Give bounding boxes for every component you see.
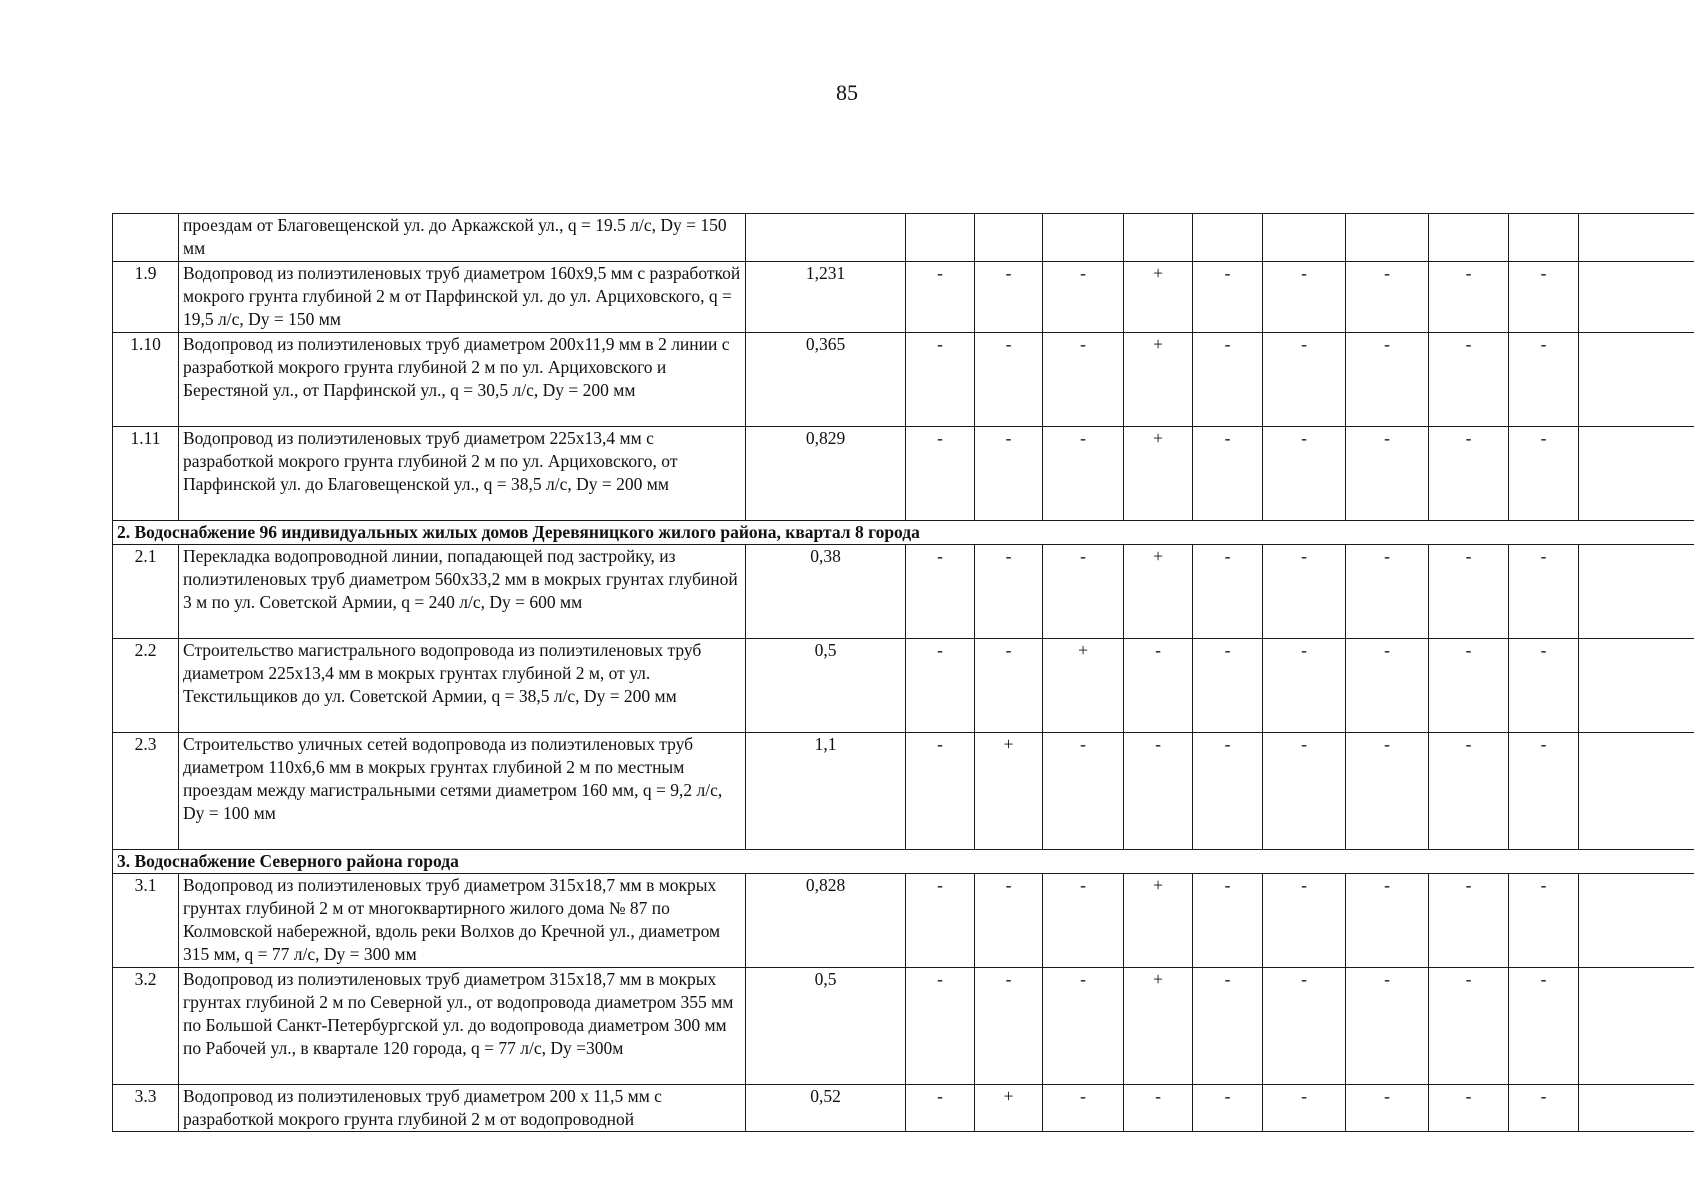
year-mark-3: + xyxy=(1043,639,1124,733)
year-mark-6: - xyxy=(1263,427,1346,521)
year-mark-5: - xyxy=(1193,874,1263,968)
year-mark-10 xyxy=(1579,427,1694,521)
item-length: 0,38 xyxy=(746,545,906,639)
year-mark-8: - xyxy=(1429,427,1509,521)
year-mark-5: - xyxy=(1193,427,1263,521)
year-mark-3: - xyxy=(1043,733,1124,850)
item-number xyxy=(113,214,179,262)
item-description: Перекладка водопроводной линии, попадающей под застройку, из полиэтиленовых труб диаметром 560х33,2 мм в мокрых грунтах глубиной 3 м по ул. Советской Армии, q = 240 л/с, Dy = 600 мм xyxy=(179,545,746,639)
year-mark-7: - xyxy=(1346,427,1429,521)
year-mark-8: - xyxy=(1429,262,1509,333)
item-length: 0,365 xyxy=(746,333,906,427)
year-mark-10 xyxy=(1579,333,1694,427)
year-mark-7: - xyxy=(1346,874,1429,968)
year-mark-6: - xyxy=(1263,639,1346,733)
item-number: 2.1 xyxy=(113,545,179,639)
item-number: 2.2 xyxy=(113,639,179,733)
section-row xyxy=(113,850,1694,874)
table-row xyxy=(113,733,1694,850)
item-description: Водопровод из полиэтиленовых труб диаметром 200 х 11,5 мм с разработкой мокрого грунта глубиной 2 м от водопроводной xyxy=(179,1085,746,1132)
year-mark-3: - xyxy=(1043,1085,1124,1132)
year-mark-7: - xyxy=(1346,545,1429,639)
table-row xyxy=(113,427,1694,521)
item-length: 0,5 xyxy=(746,968,906,1085)
year-mark-4: + xyxy=(1124,968,1193,1085)
year-mark-8: - xyxy=(1429,545,1509,639)
table-row xyxy=(113,262,1694,333)
item-description: Водопровод из полиэтиленовых труб диаметром 315х18,7 мм в мокрых грунтах глубиной 2 м по Северной ул., от водопровода диаметром 355 мм по Большой Санкт-Петербургской ул. до водопровода диаметром 300 мм по Рабочей ул., в квартале 120 города, q = 77 л/с, Dy =300м xyxy=(179,968,746,1085)
year-mark-1 xyxy=(906,214,975,262)
year-mark-10 xyxy=(1579,968,1694,1085)
item-description: Строительство уличных сетей водопровода из полиэтиленовых труб диаметром 110х6,6 мм в мокрых грунтах глубиной 2 м по местным проездам между магистральными сетями диаметром 160 мм, q = 9,2 л/с, Dy = 100 мм xyxy=(179,733,746,850)
table-body xyxy=(113,214,1694,1132)
year-mark-8 xyxy=(1429,214,1509,262)
item-length: 0,828 xyxy=(746,874,906,968)
year-mark-5: - xyxy=(1193,545,1263,639)
year-mark-6: - xyxy=(1263,1085,1346,1132)
year-mark-9: - xyxy=(1509,733,1579,850)
year-mark-9: - xyxy=(1509,639,1579,733)
year-mark-6: - xyxy=(1263,333,1346,427)
year-mark-9: - xyxy=(1509,333,1579,427)
table-row xyxy=(113,968,1694,1085)
year-mark-4: - xyxy=(1124,733,1193,850)
item-number: 3.2 xyxy=(113,968,179,1085)
year-mark-7: - xyxy=(1346,968,1429,1085)
year-mark-10 xyxy=(1579,1085,1694,1132)
item-length: 1,231 xyxy=(746,262,906,333)
item-description: проездам от Благовещенской ул. до Аркажской ул., q = 19.5 л/с, Dy = 150 мм xyxy=(179,214,746,262)
year-mark-7: - xyxy=(1346,639,1429,733)
item-length xyxy=(746,214,906,262)
year-mark-2: + xyxy=(975,733,1043,850)
year-mark-2: - xyxy=(975,639,1043,733)
year-mark-3: - xyxy=(1043,333,1124,427)
section-row xyxy=(113,521,1694,545)
year-mark-10 xyxy=(1579,214,1694,262)
year-mark-2: - xyxy=(975,874,1043,968)
year-mark-2: - xyxy=(975,333,1043,427)
year-mark-5: - xyxy=(1193,733,1263,850)
year-mark-5 xyxy=(1193,214,1263,262)
year-mark-8: - xyxy=(1429,639,1509,733)
year-mark-3: - xyxy=(1043,874,1124,968)
table-row xyxy=(113,214,1694,262)
item-description: Водопровод из полиэтиленовых труб диаметром 160х9,5 мм с разработкой мокрого грунта глубиной 2 м от Парфинской ул. до ул. Арциховского, q = 19,5 л/с, Dy = 150 мм xyxy=(179,262,746,333)
year-mark-10 xyxy=(1579,545,1694,639)
item-description: Водопровод из полиэтиленовых труб диаметром 315х18,7 мм в мокрых грунтах глубиной 2 м от многоквартирного жилого дома № 87 по Колмовской набережной, вдоль реки Волхов до Кречной ул., диаметром 315 мм, q = 77 л/с, Dy = 300 мм xyxy=(179,874,746,968)
year-mark-5: - xyxy=(1193,639,1263,733)
year-mark-1: - xyxy=(906,427,975,521)
item-length: 0,5 xyxy=(746,639,906,733)
year-mark-9: - xyxy=(1509,1085,1579,1132)
year-mark-1: - xyxy=(906,1085,975,1132)
table-row xyxy=(113,1085,1694,1132)
page-number: 85 xyxy=(836,80,858,105)
year-mark-9: - xyxy=(1509,968,1579,1085)
year-mark-4: - xyxy=(1124,639,1193,733)
year-mark-4: + xyxy=(1124,333,1193,427)
item-length: 0,52 xyxy=(746,1085,906,1132)
year-mark-4: - xyxy=(1124,1085,1193,1132)
year-mark-7: - xyxy=(1346,1085,1429,1132)
item-description: Строительство магистрального водопровода из полиэтиленовых труб диаметром 225х13,4 мм в мокрых грунтах глубиной 2 м, от ул. Текстильщиков до ул. Советской Армии, q = 38,5 л/с, Dy = 200 мм xyxy=(179,639,746,733)
year-mark-5: - xyxy=(1193,968,1263,1085)
year-mark-3: - xyxy=(1043,262,1124,333)
year-mark-4 xyxy=(1124,214,1193,262)
year-mark-6 xyxy=(1263,214,1346,262)
table-row xyxy=(113,874,1694,968)
year-mark-10 xyxy=(1579,733,1694,850)
item-description: Водопровод из полиэтиленовых труб диаметром 225х13,4 мм с разработкой мокрого грунта глубиной 2 м по ул. Арциховского, от Парфинской ул. до Благовещенской ул., q = 38,5 л/с, Dy = 200 мм xyxy=(179,427,746,521)
table-row xyxy=(113,545,1694,639)
year-mark-7 xyxy=(1346,214,1429,262)
year-mark-2 xyxy=(975,214,1043,262)
table-row xyxy=(113,639,1694,733)
year-mark-8: - xyxy=(1429,874,1509,968)
year-mark-5: - xyxy=(1193,262,1263,333)
year-mark-9: - xyxy=(1509,262,1579,333)
year-mark-6: - xyxy=(1263,968,1346,1085)
item-number: 3.3 xyxy=(113,1085,179,1132)
year-mark-9: - xyxy=(1509,427,1579,521)
section-title: 2. Водоснабжение 96 индивидуальных жилых домов Деревяницкого жилого района, квартал 8 города xyxy=(113,521,1694,545)
year-mark-1: - xyxy=(906,333,975,427)
year-mark-2: - xyxy=(975,262,1043,333)
year-mark-3: - xyxy=(1043,545,1124,639)
year-mark-3 xyxy=(1043,214,1124,262)
year-mark-9 xyxy=(1509,214,1579,262)
year-mark-5: - xyxy=(1193,333,1263,427)
year-mark-6: - xyxy=(1263,733,1346,850)
year-mark-8: - xyxy=(1429,733,1509,850)
year-mark-2: - xyxy=(975,968,1043,1085)
item-number: 2.3 xyxy=(113,733,179,850)
water-supply-table xyxy=(112,213,1694,1132)
year-mark-6: - xyxy=(1263,874,1346,968)
year-mark-8: - xyxy=(1429,333,1509,427)
item-description: Водопровод из полиэтиленовых труб диаметром 200х11,9 мм в 2 линии с разработкой мокрого грунта глубиной 2 м по ул. Арциховского и Берестяной ул., от Парфинской ул., q = 30,5 л/с, Dy = 200 мм xyxy=(179,333,746,427)
year-mark-4: + xyxy=(1124,262,1193,333)
year-mark-1: - xyxy=(906,545,975,639)
year-mark-3: - xyxy=(1043,427,1124,521)
year-mark-10 xyxy=(1579,874,1694,968)
year-mark-4: + xyxy=(1124,545,1193,639)
year-mark-4: + xyxy=(1124,427,1193,521)
year-mark-1: - xyxy=(906,639,975,733)
year-mark-4: + xyxy=(1124,874,1193,968)
year-mark-7: - xyxy=(1346,262,1429,333)
year-mark-7: - xyxy=(1346,333,1429,427)
item-number: 1.10 xyxy=(113,333,179,427)
item-number: 1.11 xyxy=(113,427,179,521)
year-mark-5: - xyxy=(1193,1085,1263,1132)
item-number: 3.1 xyxy=(113,874,179,968)
section-title: 3. Водоснабжение Северного района города xyxy=(113,850,1694,874)
year-mark-10 xyxy=(1579,639,1694,733)
year-mark-2: - xyxy=(975,427,1043,521)
item-number: 1.9 xyxy=(113,262,179,333)
year-mark-1: - xyxy=(906,874,975,968)
item-length: 1,1 xyxy=(746,733,906,850)
year-mark-8: - xyxy=(1429,968,1509,1085)
item-length: 0,829 xyxy=(746,427,906,521)
year-mark-1: - xyxy=(906,262,975,333)
year-mark-1: - xyxy=(906,968,975,1085)
year-mark-1: - xyxy=(906,733,975,850)
year-mark-2: - xyxy=(975,545,1043,639)
year-mark-8: - xyxy=(1429,1085,1509,1132)
year-mark-2: + xyxy=(975,1085,1043,1132)
year-mark-6: - xyxy=(1263,262,1346,333)
year-mark-9: - xyxy=(1509,874,1579,968)
year-mark-7: - xyxy=(1346,733,1429,850)
year-mark-9: - xyxy=(1509,545,1579,639)
year-mark-6: - xyxy=(1263,545,1346,639)
year-mark-10 xyxy=(1579,262,1694,333)
year-mark-3: - xyxy=(1043,968,1124,1085)
table-row xyxy=(113,333,1694,427)
